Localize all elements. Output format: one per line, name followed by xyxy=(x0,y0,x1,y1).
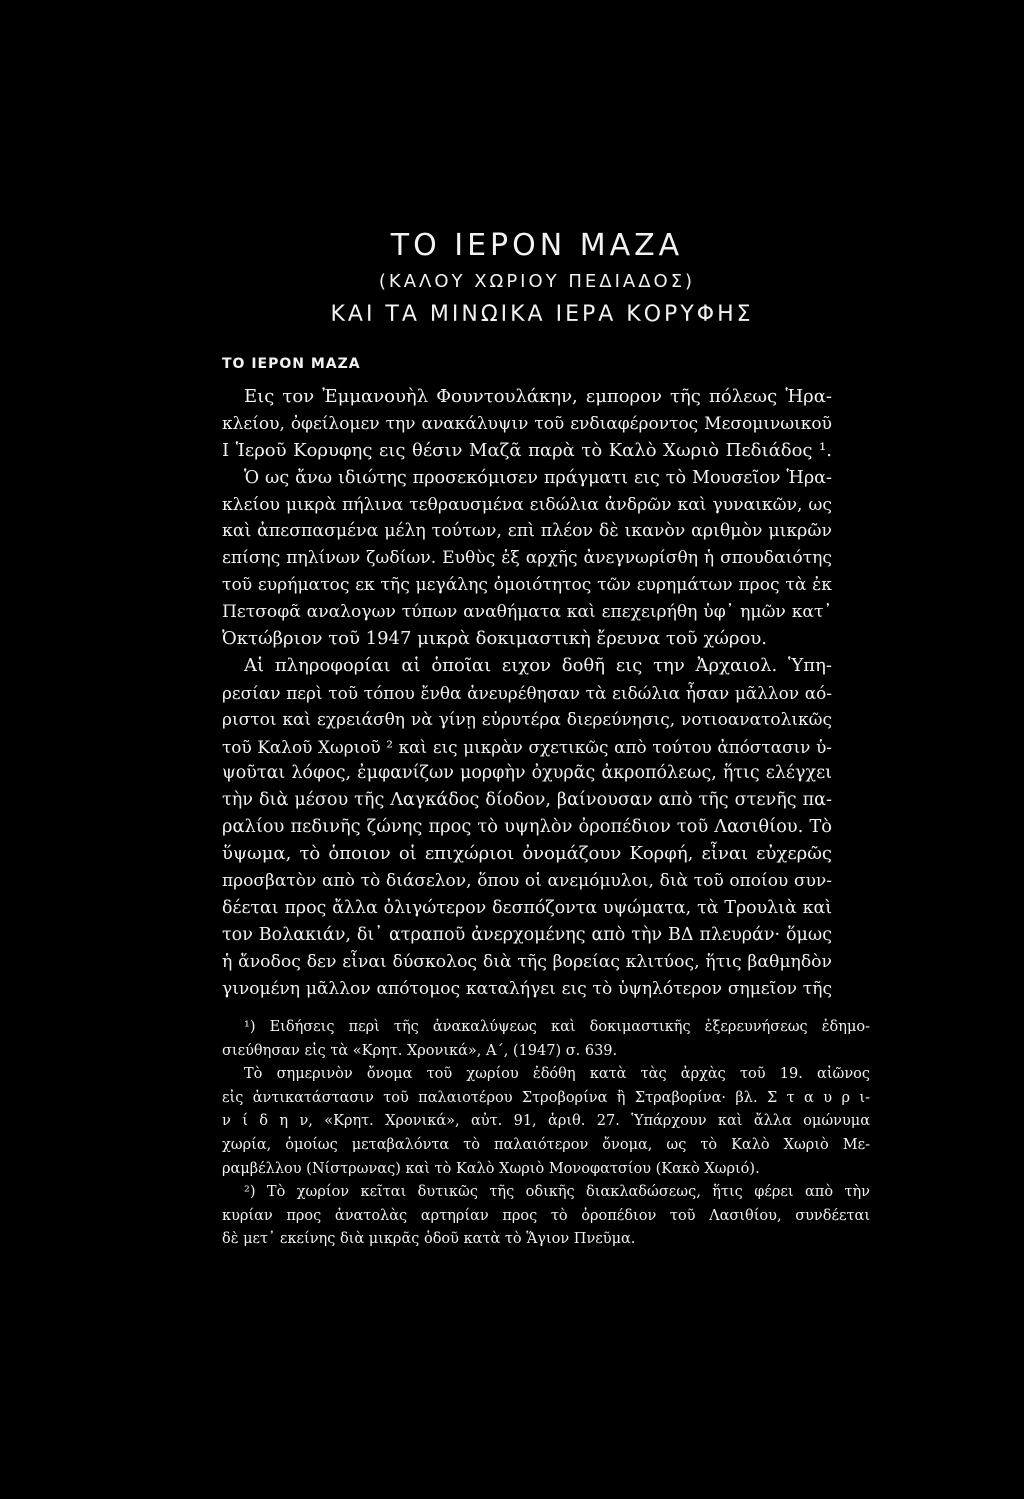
body-line: τοῦ Καλοῦ Χωριοῦ ² καὶ εις μικρὰν σχετικῶς απὸ τούτου ἀπόστασιν ὑ- xyxy=(222,736,832,757)
body-line: ψοῦται λόφος, ἐμφανίζων μορφὴν ὀχυρᾶς ἀκροπόλεως, ἥτις ελέγχει xyxy=(222,763,832,784)
body-line: τοῦ ευρήματος εκ τῆς μεγάλης ὁμοιότητος τῶν ευρημάτων προς τὰ ἐκ xyxy=(222,575,832,596)
footnote-line: εἰς ἀντικατάστασιν τοῦ παλαιοτέρου Στροβορίνα ἢ Στραβορίνα· βλ. Σ τ α υ ρ ι- xyxy=(222,1089,870,1106)
body-line: Εις τον Ἐμμανουὴλ Φουντουλάκην, εμπορον τῆς πόλεως Ἡρα- xyxy=(244,386,832,407)
body-line: τὴν διὰ μέσου τῆς Λαγκάδος δίοδον, βαίνουσαν απὸ τῆς στενῆς πα- xyxy=(222,790,832,811)
body-line: Πετσοφᾶ αναλογων τύπων αναθήματα καὶ επεχειρήθη ὑφ᾽ ημῶν κατ᾽ xyxy=(222,602,832,623)
section-heading: ΤΟ ΙΕΡΟΝ ΜΑΖΑ xyxy=(222,356,361,372)
footnote-line: σιεύθησαν εἰς τὰ «Κρητ. Χρονικά», Α΄, (1947) σ. 639. xyxy=(222,1042,618,1059)
footnote-line: κυρίαν προς ἀνατολὰς αρτηρίαν προς τὸ ὀροπέδιον τοῦ Λασιθίου, συνδέεται xyxy=(222,1207,870,1224)
body-text xyxy=(222,384,832,1002)
body-line: Αἱ πληροφορίαι αἱ ὁποῖαι ειχον δοθῆ εις την Ἀρχαιολ. Ὑπη- xyxy=(244,654,832,676)
body-line: Ι Ἱεροῦ Κορυφης εις θέσιν Μαζᾶ παρὰ τὸ Καλὸ Χωριὸ Πεδιάδος ¹. xyxy=(222,439,832,461)
article-subtitle: (ΚΑΛΟΥ ΧΩΡΙΟΥ ΠΕΔΙΑΔΟΣ) xyxy=(378,271,696,292)
footnote-line: χωρία, ὁμοίως μεταβαλόντα τὸ παλαιότερον ὄνομα, ως τὸ Καλὸ Χωριὸ Με- xyxy=(222,1136,870,1153)
footnote-line: ν ί δ η ν, «Κρητ. Χρονικά», αὐτ. 91, ἀριθ. 27. Ὑπάρχουν καὶ ἄλλα ομώνυμα xyxy=(222,1113,870,1130)
body-line: καὶ ἀπεσπασμένα μέλη τούτων, επὶ πλέον δὲ ικανὸν αριθμὸν μικρῶν xyxy=(222,521,832,542)
article-subtitle-secondary: ΚΑΙ ΤΑ ΜΙΝΩΙΚΑ ΙΕΡΑ ΚΟΡΥΦΗΣ xyxy=(330,302,754,327)
body-line: τον Βολακιάν, δι᾽ ατραποῦ ἀνερχομένης απὸ τὴν ΒΔ πλευράν· ὅμως xyxy=(222,924,832,945)
body-line: ἡ ἄνοδος δεν εἶναι δύσκολος διὰ τῆς βορείας κλιτύος, ἥτις βαθμηδὸν xyxy=(222,951,832,972)
body-line: Ὁ ως ἄνω ιδιώτης προσεκόμισεν πράγματι εις τὸ Μουσεῖον Ἡρα- xyxy=(244,467,832,488)
body-line: Ὀκτώβριον τοῦ 1947 μικρὰ δοκιμαστικὴ ἔρευνα τοῦ χώρου. xyxy=(222,628,767,650)
body-line: δέεται προς ἄλλα ὀλιγώτερον δεσπόζοντα υψώματα, τὰ Τρουλιὰ καὶ xyxy=(222,897,832,918)
body-line: επίσης πηλίνων ζωδίων. Ευθὺς ἐξ αρχῆς ἀνεγνωρίσθη ἡ σπουδαιότης xyxy=(222,548,832,569)
footnote-line: ²) Τὸ χωρίον κεῖται δυτικῶς τῆς οδικῆς διακλαδώσεως, ἥτις φέρει απὸ τὴν xyxy=(244,1184,870,1201)
body-line: κλείου, ὀφείλομεν την ανακάλυψιν τοῦ ενδιαφέροντος Μεσομινωικοῦ xyxy=(222,413,832,434)
footnote-line: ¹) Ειδήσεις περὶ τῆς ἀνακαλύψεως καὶ δοκιμαστικῆς ἐξερευνήσεως ἐδημο- xyxy=(244,1019,870,1035)
footnote-line: Τὸ σημερινὸν ὄνομα τοῦ χωρίου ἐδόθη κατὰ τὰς ἀρχὰς τοῦ 19. αἰῶνος xyxy=(244,1066,870,1083)
body-line: ρεσίαν περὶ τοῦ τόπου ἔνθα ἀνευρέθησαν τὰ ειδώλια ἦσαν μᾶλλον αό- xyxy=(222,682,832,703)
body-line: ὕψωμα, τὸ ὁποιον οἱ επιχώριοι ὀνομάζουν Κορφή, εἶναι εὐχερῶς xyxy=(222,843,832,865)
body-line: κλείου μικρὰ πήλινα τεθραυσμένα ειδώλια ἀνδρῶν καὶ γυναικῶν, ως xyxy=(222,494,832,515)
footnote-line: δὲ μετ᾽ εκείνης διὰ μικρᾶς ὁδοῦ κατὰ τὸ Ἅγιον Πνεῦμα. xyxy=(222,1231,636,1248)
body-line: ριστοι καὶ εχρειάσθη νὰ γίνῃ εὐρυτέρα διερεύνησις, νοτιοανατολικῶς xyxy=(222,709,832,730)
article-title: ΤΟ ΙΕΡΟΝ ΜΑΖΑ xyxy=(390,228,684,263)
footnotes xyxy=(222,1016,870,1252)
body-line: γινομένη μᾶλλον απότομος καταλήγει εις τὸ ὑψηλότερον σημεῖον τῆς xyxy=(222,978,832,999)
body-line: ραλίου πεδινῆς ζώνης προς τὸ υψηλὸν ὀροπέδιον τοῦ Λασιθίου. Τὸ xyxy=(222,816,832,838)
footnote-line: ραμβέλλου (Νίστρωνας) καὶ τὸ Καλὸ Χωριὸ Μονοφατσίου (Κακὸ Χωριό). xyxy=(222,1160,760,1177)
body-line: προσβατὸν απὸ τὸ διάσελον, ὅπου οἱ ανεμόμυλοι, διὰ τοῦ οποίου συν- xyxy=(222,871,832,892)
